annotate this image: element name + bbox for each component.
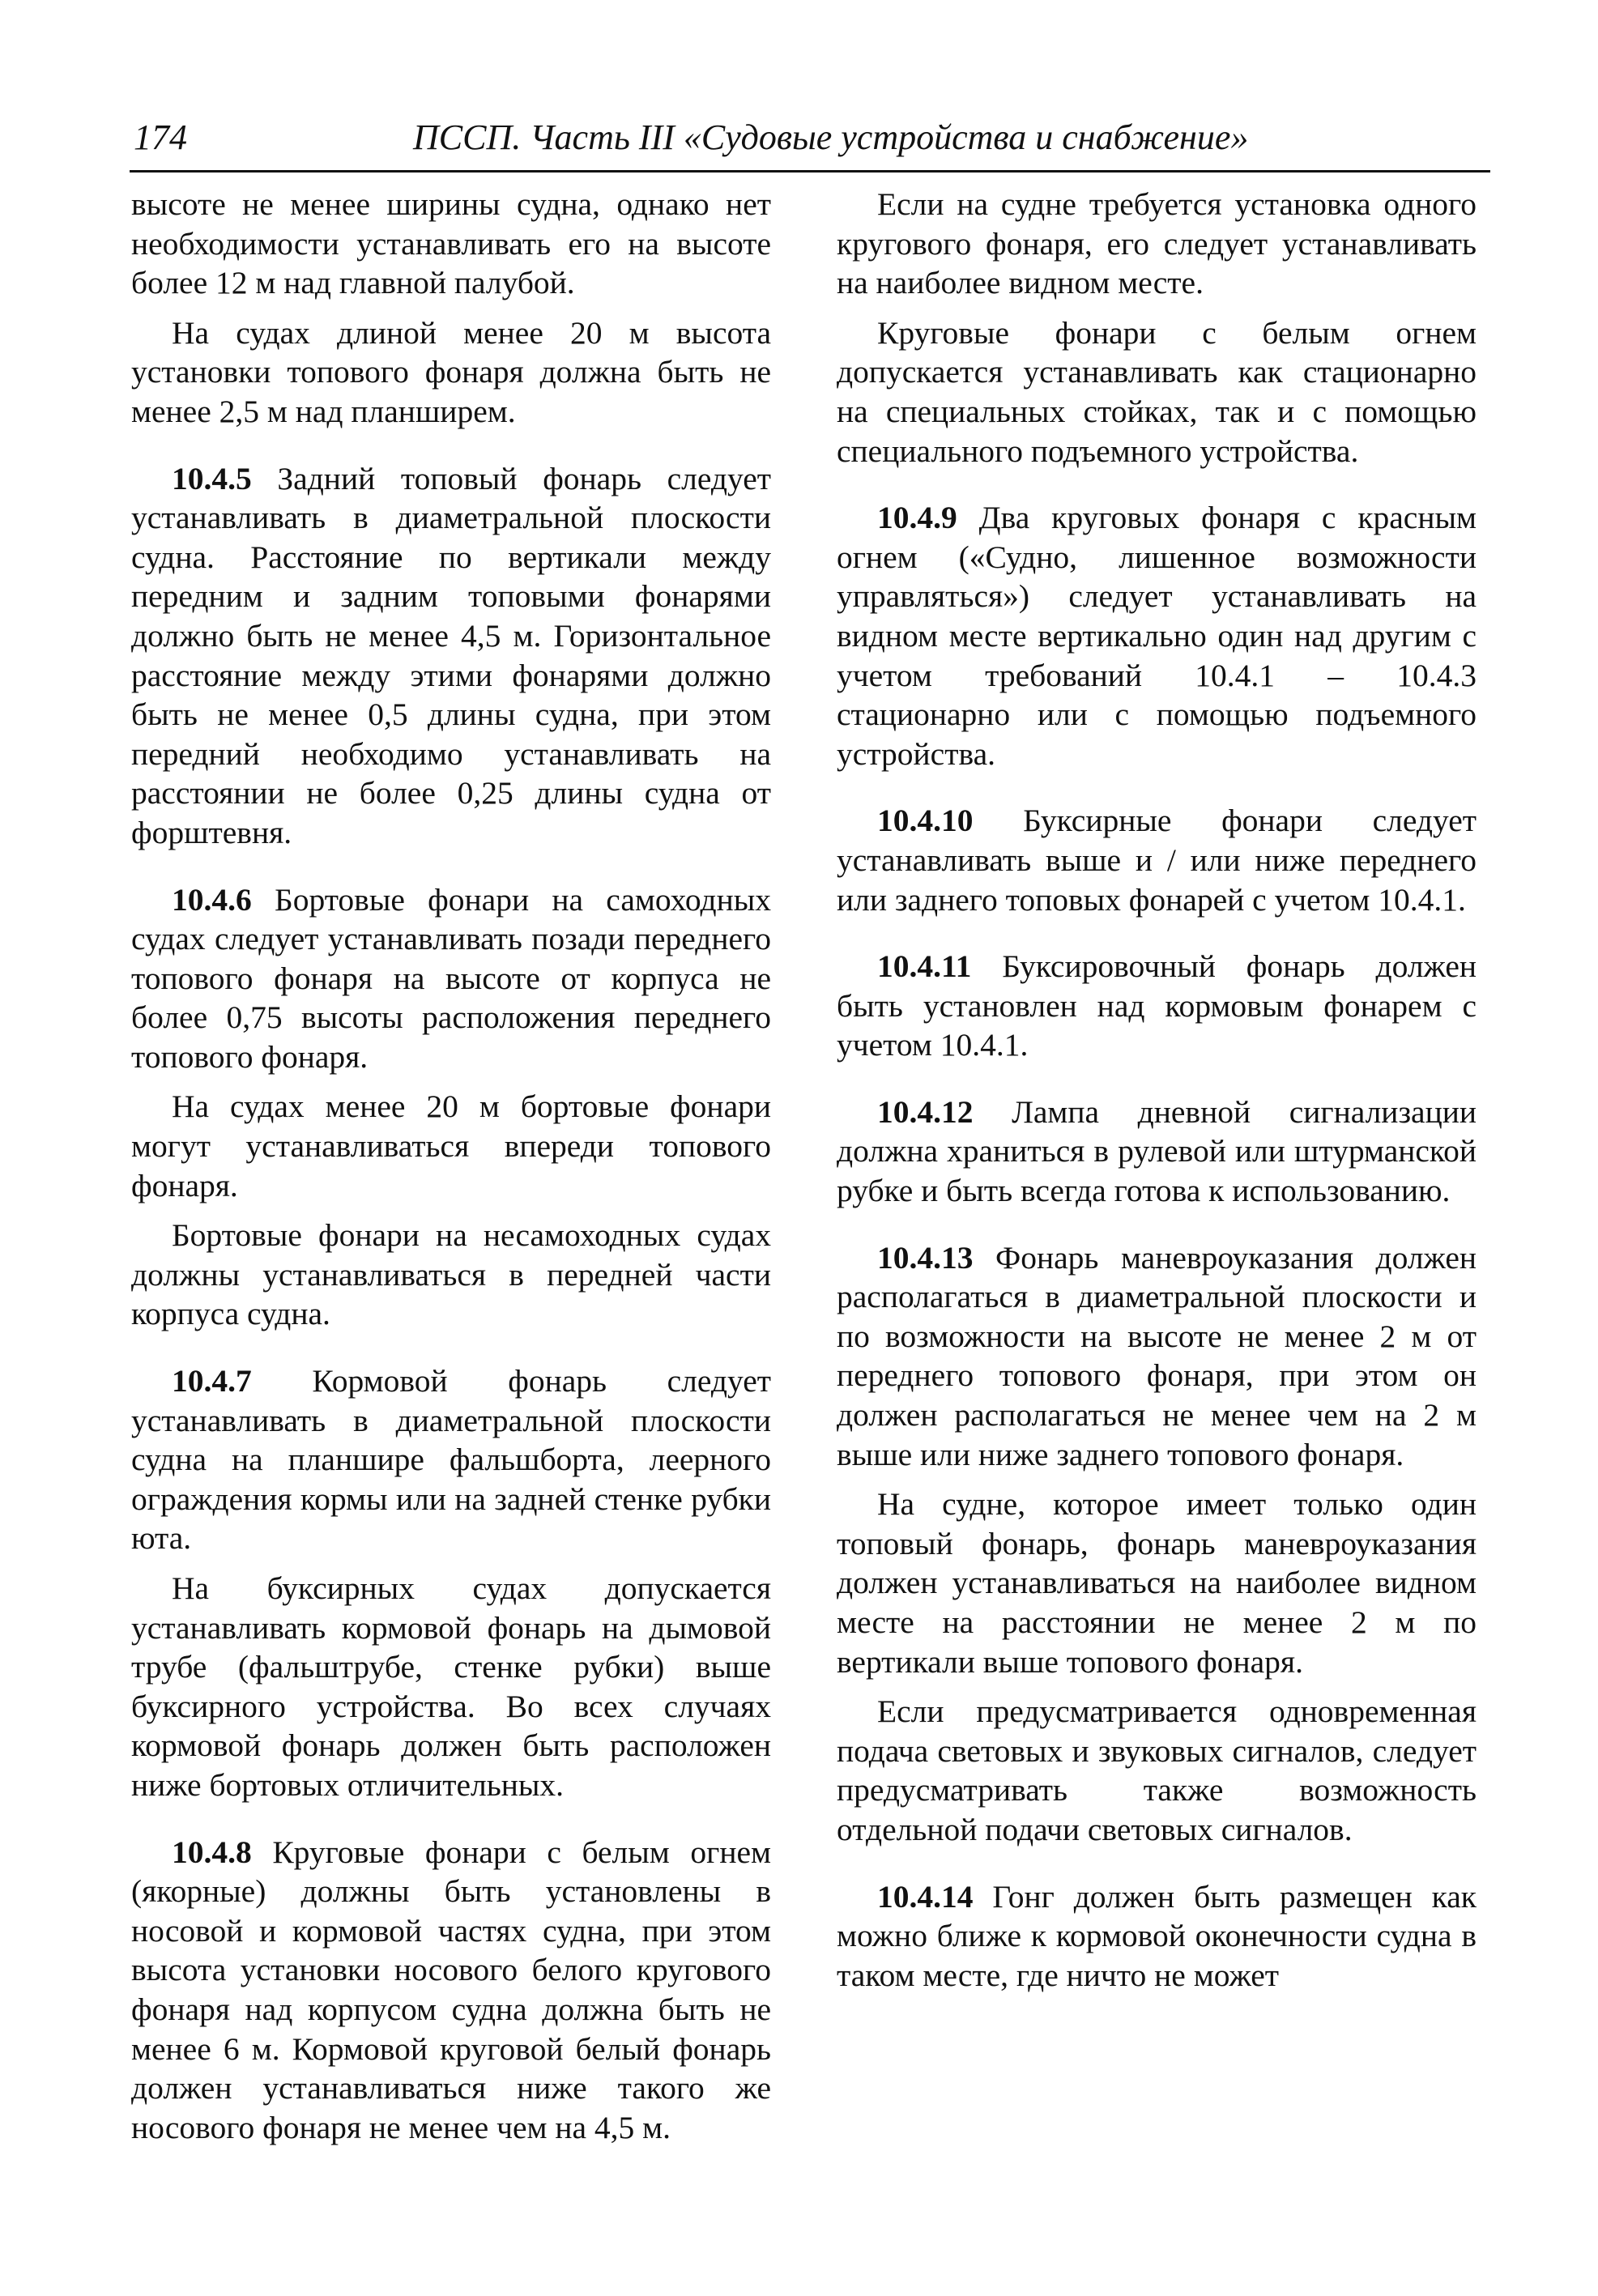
section-number: 10.4.14 — [877, 1878, 974, 1915]
section-10-4-9 — [837, 498, 1477, 773]
section-number: 10.4.10 — [877, 803, 974, 839]
page-number: 174 — [134, 117, 187, 157]
section-text: Два круговых фонаря с красным огнем («Судно, лишенное возможности управляться») следует устанавливать на видном месте вертикально один над другим с учетом требований 10.4.1 – 10.4.3 стационарно или с помощью подъемного устройства. — [837, 500, 1477, 772]
section-number: 10.4.13 — [877, 1239, 974, 1276]
section-number: 10.4.11 — [877, 948, 972, 985]
section-text: Круговые фонари с белым огнем (якорные) должны быть установлены в носовой и кормовой частях судна, при этом высота установки носового белого кругового фонаря над корпусом судна должна быть не менее 6 м. Кормовой круговой белый фонарь должен устанавливаться ниже такого же носового фонаря не менее чем на 4,5 м. — [131, 1834, 771, 2145]
section-text: Кормовой фонарь следует устанавливать в диаметральной плоскости судна на планшире фальшборта, леерного ограждения кормы или на задней стенке рубки юта. — [131, 1363, 771, 1557]
section-10-4-10 — [837, 801, 1477, 919]
section-number: 10.4.9 — [877, 500, 957, 536]
paragraph: На судне, которое имеет только один топовый фонарь, фонарь маневроуказания должен устанавливаться на наиболее видном месте на расстоянии не менее 2 м по вертикали выше топового фонаря. — [837, 1486, 1477, 1680]
section-text: Лампа дневной сигнализации должна храниться в рулевой или штурманской рубке и быть всегда готова к использованию. — [837, 1093, 1477, 1209]
section-10-4-14 — [837, 1877, 1477, 1996]
paragraph: На судах менее 20 м бортовые фонари могут устанавливаться впереди топового фонаря. — [131, 1088, 771, 1203]
paragraph: Если на судне требуется установка одного кругового фонаря, его следует устанавливать на наиболее видном месте. — [837, 186, 1477, 301]
paragraph: На буксирных судах допускается устанавливать кормовой фонарь на дымовой трубе (фальштрубе, стенке рубки) выше буксирного устройства. Во всех случаях кормовой фонарь должен быть расположен ниже бортовых отличительных. — [131, 1570, 771, 1803]
paragraph: Круговые фонари с белым огнем допускается устанавливать как стационарно на специальных стойках, так и с помощью специального подъемного устройства. — [837, 314, 1477, 469]
section-number: 10.4.8 — [172, 1834, 252, 1870]
section-10-4-11 — [837, 947, 1477, 1065]
section-text: Буксирные фонари следует устанавливать выше и / или ниже переднего или заднего топовых фонарей с учетом 10.4.1. — [837, 803, 1477, 918]
section-10-4-5 — [131, 459, 771, 853]
section-10-4-7 — [131, 1361, 771, 1558]
section-text: Буксировочный фонарь должен быть установлен над кормовым фонарем с учетом 10.4.1. — [837, 948, 1477, 1063]
paragraph: Бортовые фонари на несамоходных судах должны устанавливаться в передней части корпуса судна. — [131, 1217, 771, 1332]
section-number: 10.4.5 — [172, 460, 252, 496]
section-number: 10.4.6 — [172, 881, 252, 918]
running-title: ПССП. Часть III «Судовые устройства и снабжение» — [413, 117, 1249, 157]
section-text: Бортовые фонари на самоходных судах следует устанавливать позади переднего топового фонаря на высоте от корпуса не более 0,75 высоты расположения переднего топового фонаря. — [131, 881, 771, 1075]
section-10-4-12 — [837, 1093, 1477, 1211]
section-text: Задний топовый фонарь следует устанавливать в диаметральной плоскости судна. Расстояние по вертикали между передним и задним топовыми фонарями должно быть не менее 4,5 м. Горизонтальное расстояние между этими фонарями должно быть не менее 0,5 длины судна, при этом передний необходимо устанавливать на расстоянии не более 0,25 длины судна от форштевня. — [131, 460, 771, 850]
paragraph: высоте не менее ширины судна, однако нет необходимости устанавливать его на высоте более 12 м над главной палубой. — [131, 186, 771, 301]
right-column — [837, 185, 1477, 2005]
page-header — [130, 113, 1490, 173]
section-10-4-13 — [837, 1238, 1477, 1475]
section-10-4-8 — [131, 1833, 771, 2148]
paragraph: На судах длиной менее 20 м высота установки топового фонаря должна быть не менее 2,5 м над планширем. — [131, 314, 771, 429]
section-number: 10.4.12 — [877, 1093, 974, 1130]
left-column — [131, 185, 771, 2158]
paragraph: Если предусматривается одновременная подача световых и звуковых сигналов, следует предусматривать также возможность отдельной подачи световых сигналов. — [837, 1693, 1477, 1847]
section-10-4-6 — [131, 880, 771, 1077]
section-text: Фонарь маневроуказания должен располагаться в диаметральной плоскости и по возможности на высоте не менее 2 м от переднего топового фонаря, при этом он должен располагаться не менее чем на 2 м выше или ниже заднего топового фонаря. — [837, 1239, 1477, 1472]
section-number: 10.4.7 — [172, 1363, 252, 1399]
section-text: Гонг должен быть размещен как можно ближе к кормовой оконечности судна в таком месте, где ничто не может — [837, 1878, 1477, 1993]
